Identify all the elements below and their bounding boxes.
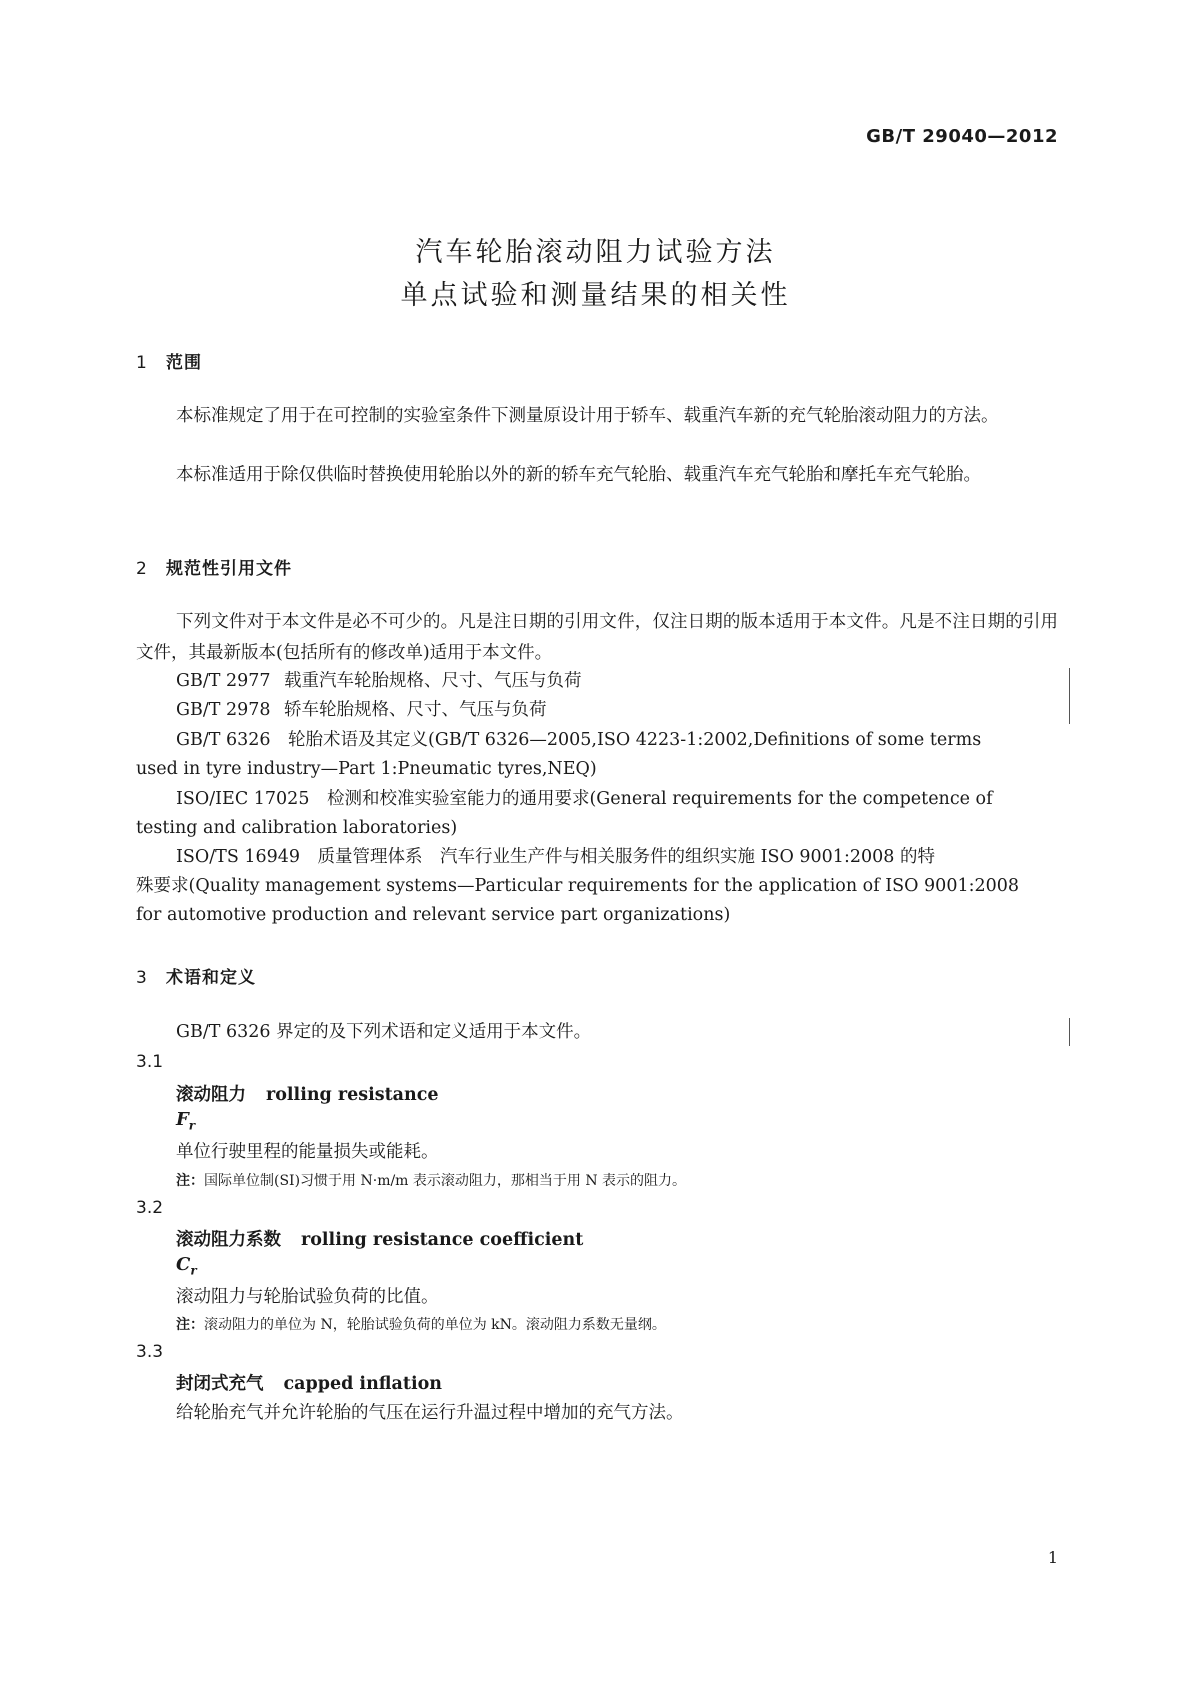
reference-item-line: ISO/TS 16949 质量管理体系 汽车行业生产件与相关服务件的组织实施 ISO 9001:2008 的特	[176, 847, 935, 867]
term-heading	[176, 1226, 583, 1251]
terms-intro: GB/T 6326 界定的及下列术语和定义适用于本文件。	[176, 1022, 592, 1042]
section-1-heading	[136, 348, 202, 373]
reference-title: 轿车轮胎规格、尺寸、气压与负荷	[284, 700, 547, 720]
reference-code: GB/T 2977	[176, 671, 271, 691]
section-title: 术语和定义	[166, 968, 256, 988]
section-3-heading	[136, 963, 256, 988]
reference-code: GB/T 2978	[176, 700, 271, 720]
term-en: rolling resistance coefficient	[301, 1230, 584, 1250]
scope-paragraph-2: 本标准适用于除仅供临时替换使用轮胎以外的新的轿车充气轮胎、载重汽车充气轮胎和摩托车充气轮胎。	[176, 465, 981, 485]
term-zh: 封闭式充气	[176, 1374, 264, 1394]
note-label: 注：	[176, 1317, 204, 1333]
note-text: 国际单位制(SI)习惯于用 N·m/m 表示滚动阻力，那相当于用 N 表示的阻力。	[204, 1173, 687, 1189]
reference-item-line: for automotive production and relevant service part organizations)	[136, 905, 731, 925]
document-title-line1: 汽车轮胎滚动阻力试验方法	[415, 237, 776, 268]
page-number: 1	[1047, 1548, 1058, 1567]
reference-item-line: GB/T 6326 轮胎术语及其定义(GB/T 6326—2005,ISO 4223-1:2002,Definitions of some terms	[176, 730, 982, 750]
section-number: 3	[136, 968, 148, 988]
term-en: rolling resistance	[266, 1085, 439, 1105]
term-symbol: $C_r$	[176, 1254, 197, 1278]
section-title: 规范性引用文件	[166, 559, 292, 579]
term-en: capped inflation	[283, 1374, 442, 1394]
term-heading	[176, 1081, 439, 1106]
note-text: 滚动阻力的单位为 N，轮胎试验负荷的单位为 kN。滚动阻力系数无量纲。	[204, 1317, 666, 1333]
term-definition: 给轮胎充气并允许轮胎的气压在运行升温过程中增加的充气方法。	[176, 1403, 684, 1423]
term-definition: 滚动阻力与轮胎试验负荷的比值。	[176, 1287, 439, 1307]
note-label: 注：	[176, 1173, 204, 1189]
reference-item-line: used in tyre industry—Part 1:Pneumatic tyres,NEQ)	[136, 759, 597, 779]
revision-bar	[1069, 668, 1070, 724]
term-number: 3.3	[136, 1342, 164, 1362]
section-number: 1	[136, 353, 148, 373]
term-heading	[176, 1370, 442, 1395]
term-zh: 滚动阻力系数	[176, 1230, 281, 1250]
reference-item	[176, 666, 1058, 697]
section-number: 2	[136, 559, 148, 579]
term-symbol: $F_r$	[176, 1109, 196, 1133]
reference-item-line: ISO/IEC 17025 检测和校准实验室能力的通用要求(General requirements for the competence of	[176, 789, 993, 809]
scope-paragraph-1: 本标准规定了用于在可控制的实验室条件下测量原设计用于轿车、载重汽车新的充气轮胎滚动阻力的方法。	[176, 406, 999, 426]
term-number: 3.2	[136, 1198, 164, 1218]
section-title: 范围	[166, 353, 202, 373]
term-note	[176, 1170, 686, 1190]
term-number: 3.1	[136, 1052, 164, 1072]
document-title-line2: 单点试验和测量结果的相关性	[400, 280, 791, 311]
reference-item	[176, 695, 1058, 726]
term-definition: 单位行驶里程的能量损失或能耗。	[176, 1142, 439, 1162]
reference-item-line: 殊要求(Quality management systems—Particular requirements for the application of ISO 9001:2008	[136, 876, 1020, 896]
reference-title: 载重汽车轮胎规格、尺寸、气压与负荷	[284, 671, 582, 691]
standard-code: GB/T 29040—2012	[866, 126, 1058, 147]
term-note	[176, 1314, 666, 1334]
reference-item-line: testing and calibration laboratories)	[136, 818, 458, 838]
section-2-heading	[136, 554, 292, 579]
references-intro: 下列文件对于本文件是必不可少的。凡是注日期的引用文件，仅注日期的版本适用于本文件。凡是不注日期的引用文件，其最新版本(包括所有的修改单)适用于本文件。	[136, 612, 1058, 663]
revision-bar	[1069, 1018, 1070, 1046]
term-zh: 滚动阻力	[176, 1085, 246, 1105]
